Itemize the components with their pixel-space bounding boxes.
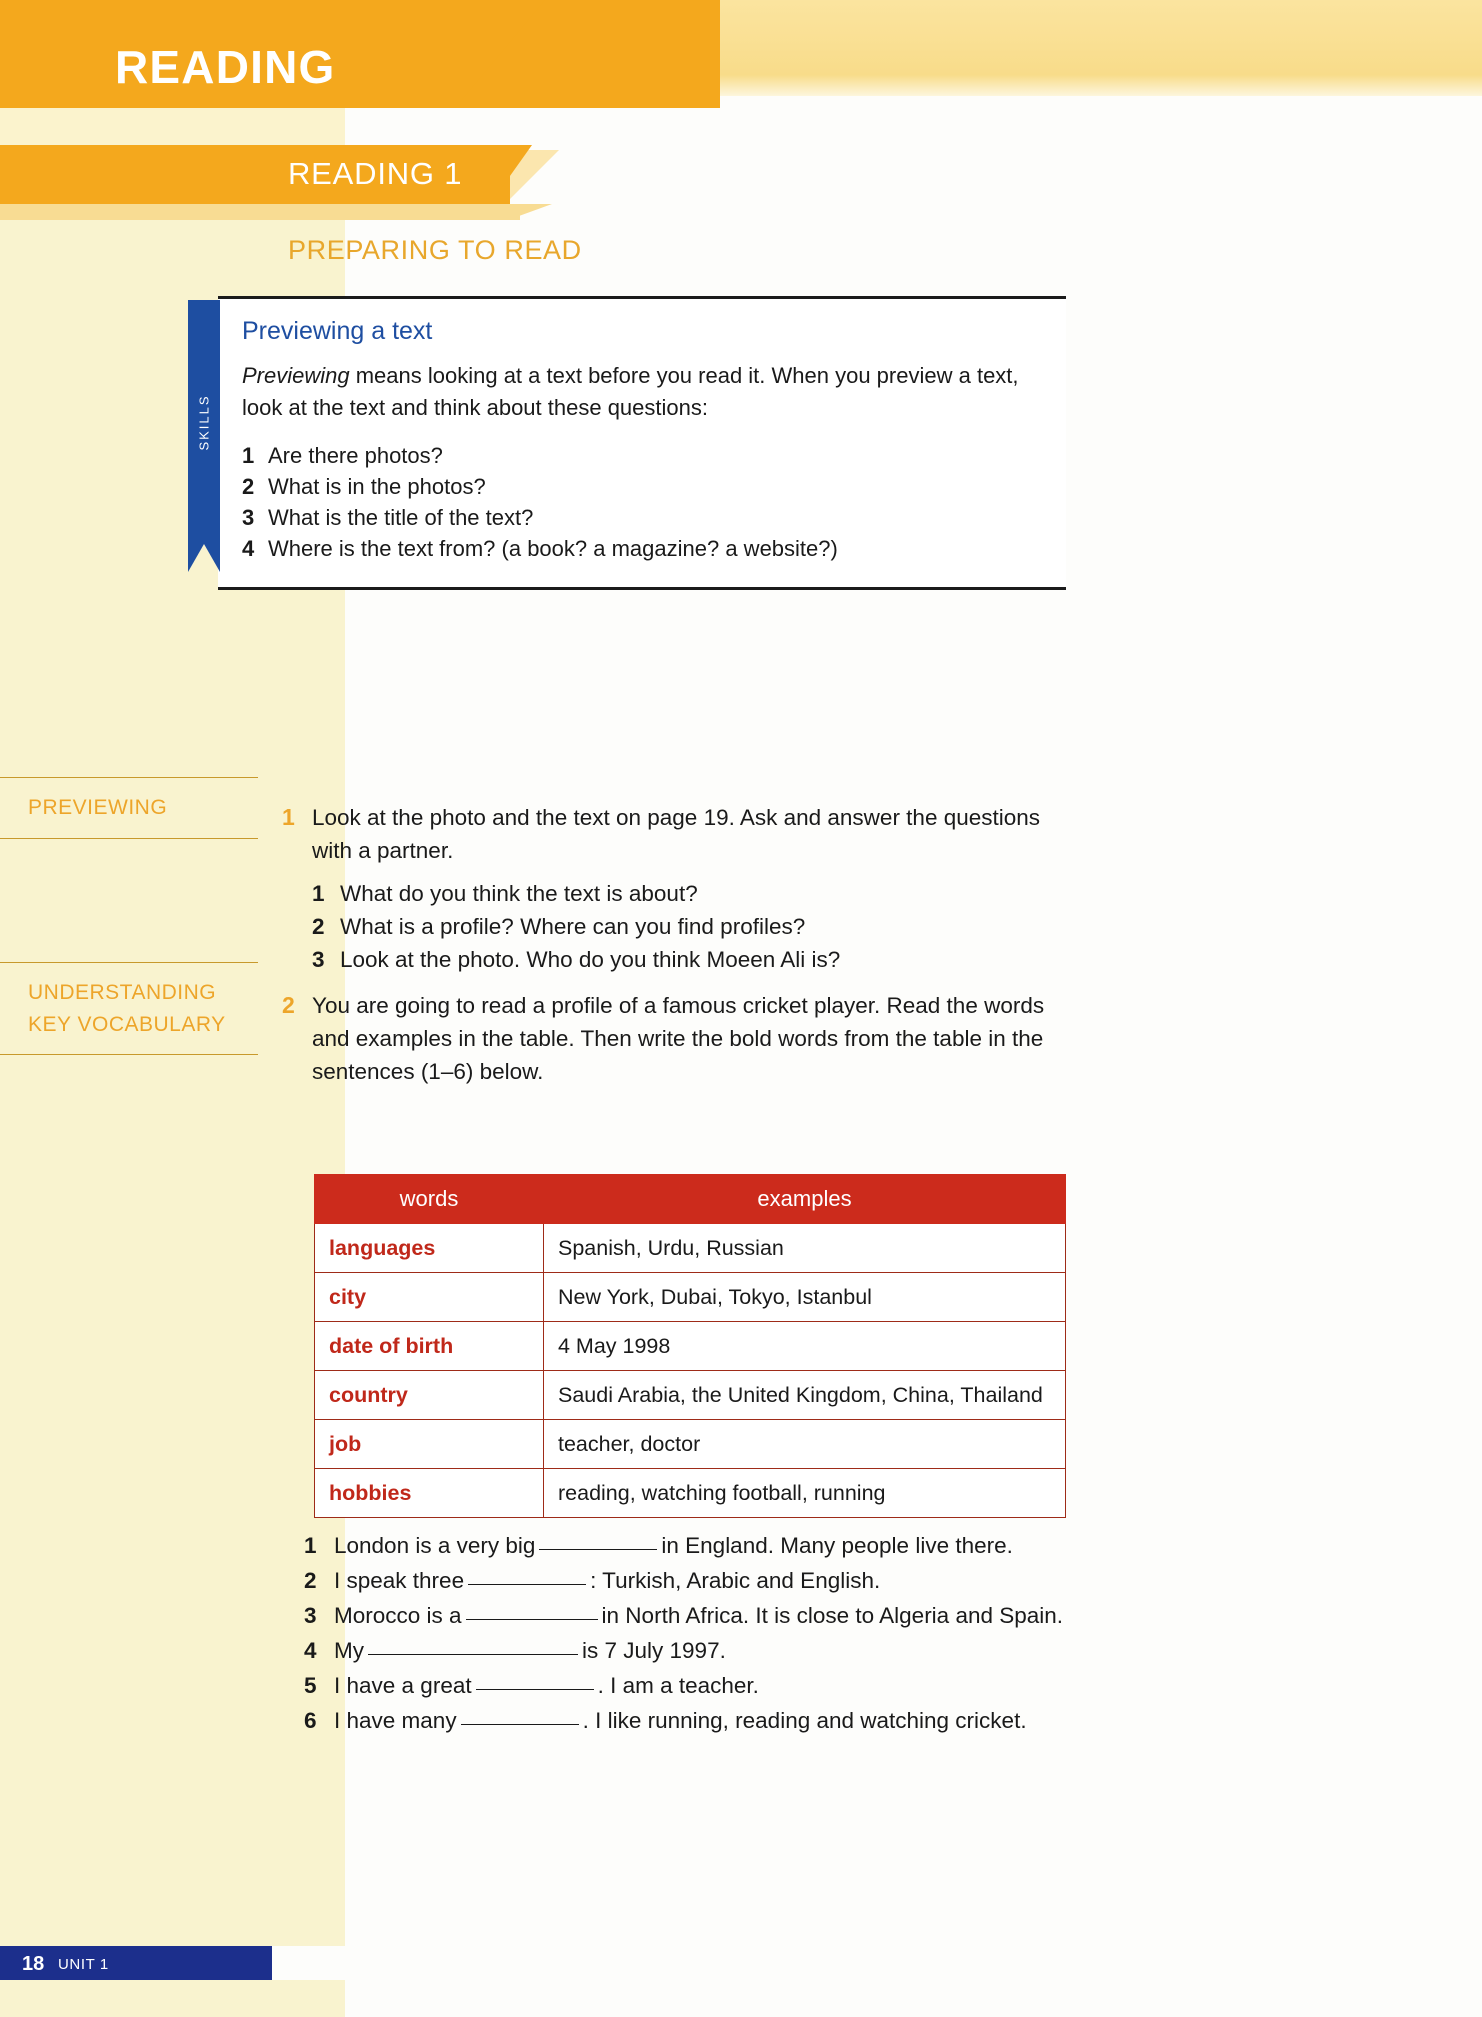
table-row — [315, 1371, 1066, 1420]
gapfill-after: in North Africa. It is close to Algeria and Spain. — [601, 1603, 1064, 1629]
list-item-number: 4 — [242, 536, 255, 562]
list-item — [242, 471, 1044, 502]
table-header-examples: examples — [544, 1175, 1066, 1224]
table-cell-word: languages — [315, 1224, 544, 1273]
gapfill-blank[interactable] — [539, 1549, 657, 1550]
table-cell-word: city — [315, 1273, 544, 1322]
list-item-number: 1 — [304, 1533, 317, 1558]
gapfill-before: I speak three — [334, 1568, 465, 1594]
reading1-banner-title: READING 1 — [288, 156, 463, 191]
table-row — [315, 1420, 1066, 1469]
skills-tab-label: SKILLS — [196, 393, 212, 451]
list-item-text: What is the title of the text? — [268, 505, 534, 531]
reading1-banner-shadow-slant — [508, 204, 552, 220]
gapfill-before: Morocco is a — [334, 1603, 462, 1629]
table-cell-example: Spanish, Urdu, Russian — [544, 1224, 1066, 1273]
gapfill-after: is 7 July 1997. — [582, 1638, 726, 1664]
list-item — [304, 1668, 1104, 1703]
table-cell-word: hobbies — [315, 1469, 544, 1518]
list-item — [312, 910, 1072, 943]
gapfill-blank[interactable] — [461, 1724, 579, 1725]
top-banner-slant — [455, 0, 545, 108]
list-item-text: Are there photos? — [268, 442, 443, 468]
exercise-2-number: 2 — [282, 992, 295, 1018]
table-cell-word: date of birth — [315, 1322, 544, 1371]
table-row — [315, 1322, 1066, 1371]
list-item — [312, 943, 1072, 976]
margin-label-vocab-line2: KEY VOCABULARY — [28, 1012, 226, 1036]
skills-tab-point — [188, 544, 220, 572]
list-item — [304, 1633, 1104, 1668]
footer-page-number: 18 — [22, 1953, 45, 1975]
margin-label-key-vocabulary — [0, 962, 258, 1055]
table-row — [315, 1469, 1066, 1518]
vocabulary-table — [314, 1174, 1066, 1518]
table-cell-example: Saudi Arabia, the United Kingdom, China, Thailand — [544, 1371, 1066, 1420]
list-item-number: 2 — [242, 474, 255, 500]
list-item-number: 5 — [304, 1673, 317, 1699]
margin-label-previewing — [0, 777, 258, 839]
gapfill-after: : Turkish, Arabic and English. — [590, 1568, 881, 1594]
table-header-row — [315, 1175, 1066, 1224]
reading1-banner-shadow — [0, 204, 520, 220]
gapfill-blank[interactable] — [476, 1689, 594, 1690]
gapfill-after: . I like running, reading and watching cricket. — [582, 1708, 1027, 1734]
list-item — [304, 1528, 1104, 1563]
footer-unit-label: UNIT 1 — [58, 1956, 109, 1973]
list-item-number: 3 — [312, 947, 325, 973]
gapfill-line — [334, 1598, 1063, 1633]
gapfill-after: . I am a teacher. — [597, 1673, 759, 1699]
list-item-text: Where is the text from? (a book? a magazine? a website?) — [268, 536, 838, 562]
vocabulary-table-body — [315, 1224, 1066, 1518]
gapfill-after: in England. Many people live there. — [661, 1533, 1013, 1558]
vocabulary-table-head — [315, 1175, 1066, 1224]
gapfill-line — [334, 1633, 726, 1668]
list-item-text: What do you think the text is about? — [340, 881, 698, 906]
page-title: READING — [115, 41, 336, 93]
list-item-number: 6 — [304, 1708, 317, 1734]
table-cell-example: New York, Dubai, Tokyo, Istanbul — [544, 1273, 1066, 1322]
gapfill-blank[interactable] — [468, 1584, 586, 1585]
skills-box — [218, 296, 1066, 590]
table-row — [315, 1224, 1066, 1273]
table-row — [315, 1273, 1066, 1322]
list-item — [242, 502, 1044, 533]
margin-label-previewing-text: PREVIEWING — [28, 796, 168, 819]
exercise-1 — [282, 802, 1072, 868]
skills-question-list — [242, 440, 1044, 565]
section-heading: PREPARING TO READ — [288, 235, 582, 265]
gapfill-sentence-list — [304, 1528, 1104, 1739]
list-item — [312, 877, 1072, 910]
skills-intro-italic-term: Previewing — [242, 363, 350, 388]
gapfill-line — [334, 1668, 759, 1703]
table-cell-word: job — [315, 1420, 544, 1469]
skills-box-title: Previewing a text — [242, 317, 433, 345]
list-item-number: 2 — [312, 914, 325, 940]
table-cell-word: country — [315, 1371, 544, 1420]
exercise-2 — [282, 990, 1072, 1089]
table-header-words: words — [315, 1175, 544, 1224]
table-cell-example: reading, watching football, running — [544, 1469, 1066, 1518]
gapfill-blank[interactable] — [466, 1619, 598, 1620]
exercise-1-number: 1 — [282, 804, 295, 830]
top-banner — [0, 0, 720, 108]
gapfill-line — [334, 1703, 1027, 1738]
table-cell-example: teacher, doctor — [544, 1420, 1066, 1469]
list-item — [304, 1598, 1104, 1633]
reading1-banner-slant — [490, 145, 532, 204]
list-item — [242, 440, 1044, 471]
gapfill-before: I have many — [334, 1708, 457, 1734]
list-item-text: What is a profile? Where can you find profiles? — [340, 914, 806, 940]
skills-tab-label-wrap — [188, 300, 220, 544]
exercise-1-text: Look at the photo and the text on page 19. Ask and answer the questions with a partner. — [312, 805, 1041, 863]
list-item — [304, 1563, 1104, 1598]
list-item — [304, 1703, 1104, 1738]
skills-box-intro — [242, 360, 1044, 424]
exercise-1-subquestions — [312, 877, 1072, 976]
list-item-number: 2 — [304, 1568, 317, 1594]
gapfill-blank[interactable] — [368, 1654, 578, 1655]
list-item — [242, 533, 1044, 564]
gapfill-before: London is a very big — [334, 1533, 536, 1558]
table-cell-example: 4 May 1998 — [544, 1322, 1066, 1371]
gapfill-before: My — [334, 1638, 364, 1664]
gapfill-line — [334, 1528, 1013, 1563]
gapfill-line — [334, 1563, 880, 1598]
skills-intro-rest: means looking at a text before you read it. When you preview a text, look at the text and think about these questions: — [242, 363, 1019, 420]
margin-cream-strip — [0, 108, 345, 144]
list-item-number: 1 — [312, 881, 325, 906]
footer-cream-strip — [0, 1980, 345, 2017]
gapfill-before: I have a great — [334, 1673, 472, 1699]
list-item-text: Look at the photo. Who do you think Moeen Ali is? — [340, 947, 841, 973]
exercise-2-text: You are going to read a profile of a famous cricket player. Read the words and examples in the table. Then write the bold words from the table in the sentences (1–6) below. — [312, 993, 1045, 1084]
list-item-number: 3 — [304, 1603, 317, 1629]
margin-label-vocab-line1: UNDERSTANDING — [28, 981, 217, 1004]
list-item-text: What is in the photos? — [268, 474, 486, 500]
list-item-number: 1 — [242, 442, 255, 468]
list-item-number: 3 — [242, 505, 255, 531]
list-item-number: 4 — [304, 1638, 317, 1664]
